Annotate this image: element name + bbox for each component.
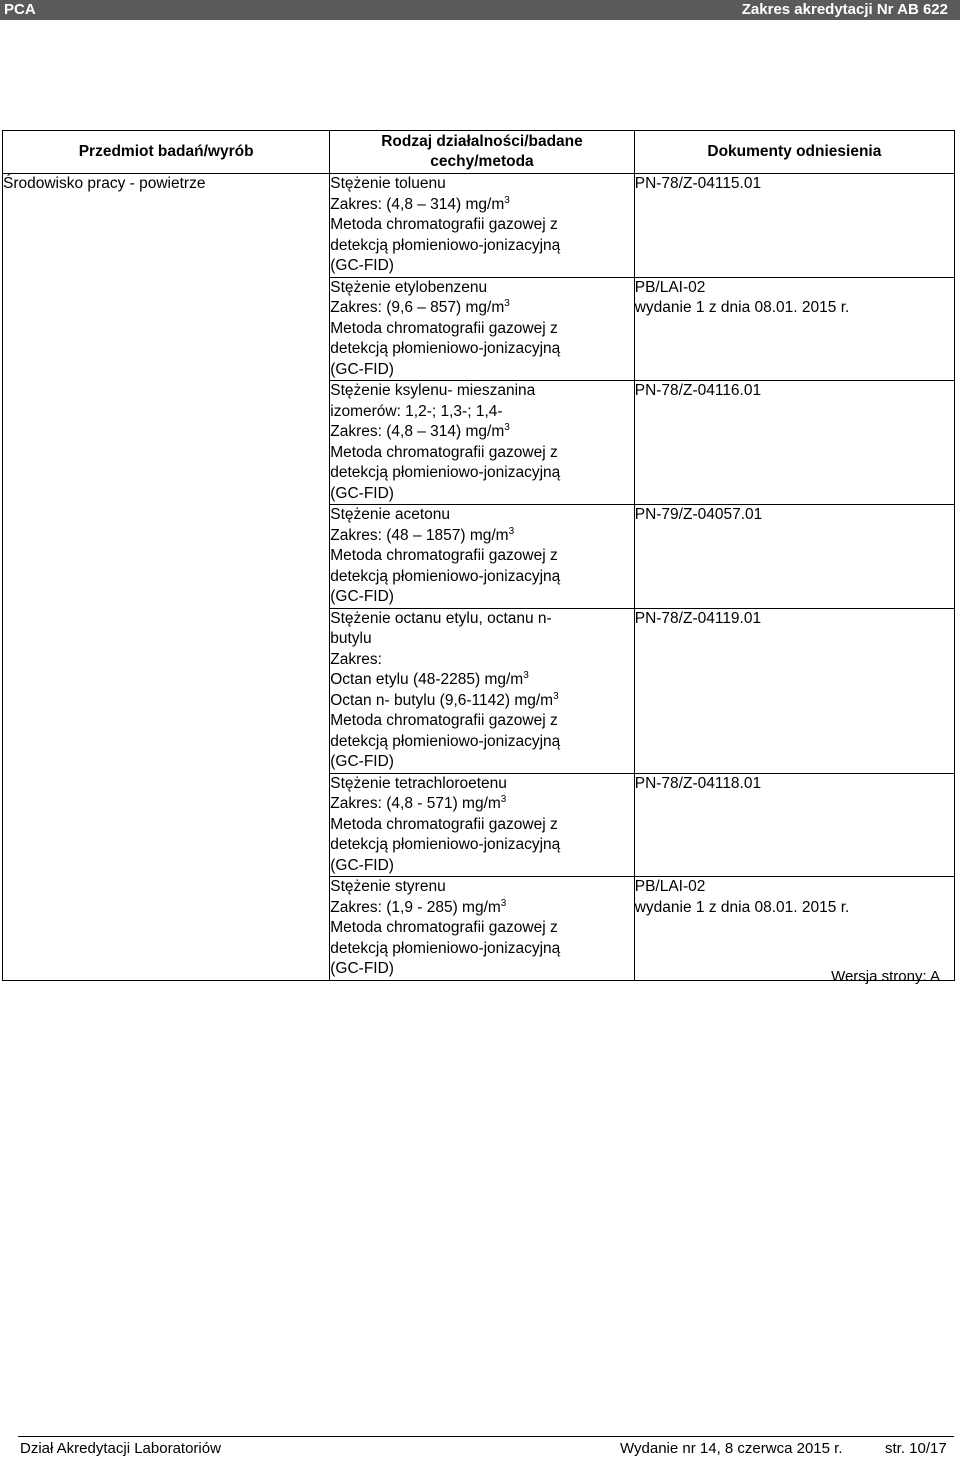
document-cell: PN-78/Z-04116.01 [634,381,954,505]
document-cell: PN-79/Z-04057.01 [634,505,954,609]
document-cell: PN-78/Z-04119.01 [634,608,954,773]
col2-header: Rodzaj działalności/badane cechy/metoda [330,131,634,174]
footer-edition: Wydanie nr 14, 8 czerwca 2015 r. [620,1440,843,1457]
method-cell: Stężenie acetonu Zakres: (48 – 1857) $mg/m^3$ Metoda chromatografii gazowej z detekcją płomieniowo-jonizacyjną (GC-FID) [330,505,634,609]
col1-header: Przedmiot badań/wyrób [3,131,330,174]
method-cell: Stężenie etylobenzenu Zakres: (9,6 – 857) $mg/m^3$ Metoda chromatografii gazowej z detekcją płomieniowo-jonizacyjną (GC-FID) [330,277,634,381]
accreditation-table [2,130,955,981]
footer-department: Dział Akredytacji Laboratoriów [20,1440,221,1457]
table-header-row [3,131,955,174]
method-cell: Stężenie octanu etylu, octanu n- butylu Zakres: Octan etylu (48-2285) $mg/m^3$ Octan n- butylu (9,6-1142) $mg/m^3$ Metoda chromatografii gazowej z detekcją płomieniowo-jonizacyjną (GC-FID) [330,608,634,773]
page-header-bar [0,0,960,20]
document-cell: PB/LAI-02 wydanie 1 z dnia 08.01. 2015 r. [634,877,954,981]
table-row [3,174,955,278]
footer-page-number: str. 10/17 [885,1440,947,1457]
document-cell: PN-78/Z-04115.01 [634,174,954,278]
page-version: Wersja strony: A [831,968,940,985]
method-cell: Stężenie ksylenu- mieszanina izomerów: 1,2-; 1,3-; 1,4- Zakres: (4,8 – 314) $mg/m^3$ Metoda chromatografii gazowej z detekcją płomieniowo-jonizacyjną (GC-FID) [330,381,634,505]
document-cell: PN-78/Z-04118.01 [634,773,954,877]
header-right: Zakres akredytacji Nr AB 622 [741,1,948,18]
document-cell: PB/LAI-02 wydanie 1 z dnia 08.01. 2015 r. [634,277,954,381]
footer-divider [18,1436,954,1437]
method-cell: Stężenie toluenu Zakres: (4,8 – 314) $mg/m^3$ Metoda chromatografii gazowej z detekcją płomieniowo-jonizacyjną (GC-FID) [330,174,634,278]
col3-header: Dokumenty odniesienia [634,131,954,174]
subject-cell: Środowisko pracy - powietrze [3,174,330,981]
method-cell: Stężenie styrenu Zakres: (1,9 - 285) $mg/m^3$ Metoda chromatografii gazowej z detekcją płomieniowo-jonizacyjną (GC-FID) [330,877,634,981]
header-left: PCA [4,1,36,18]
method-cell: Stężenie tetrachloroetenu Zakres: (4,8 - 571) $mg/m^3$ Metoda chromatografii gazowej z detekcją płomieniowo-jonizacyjną (GC-FID) [330,773,634,877]
